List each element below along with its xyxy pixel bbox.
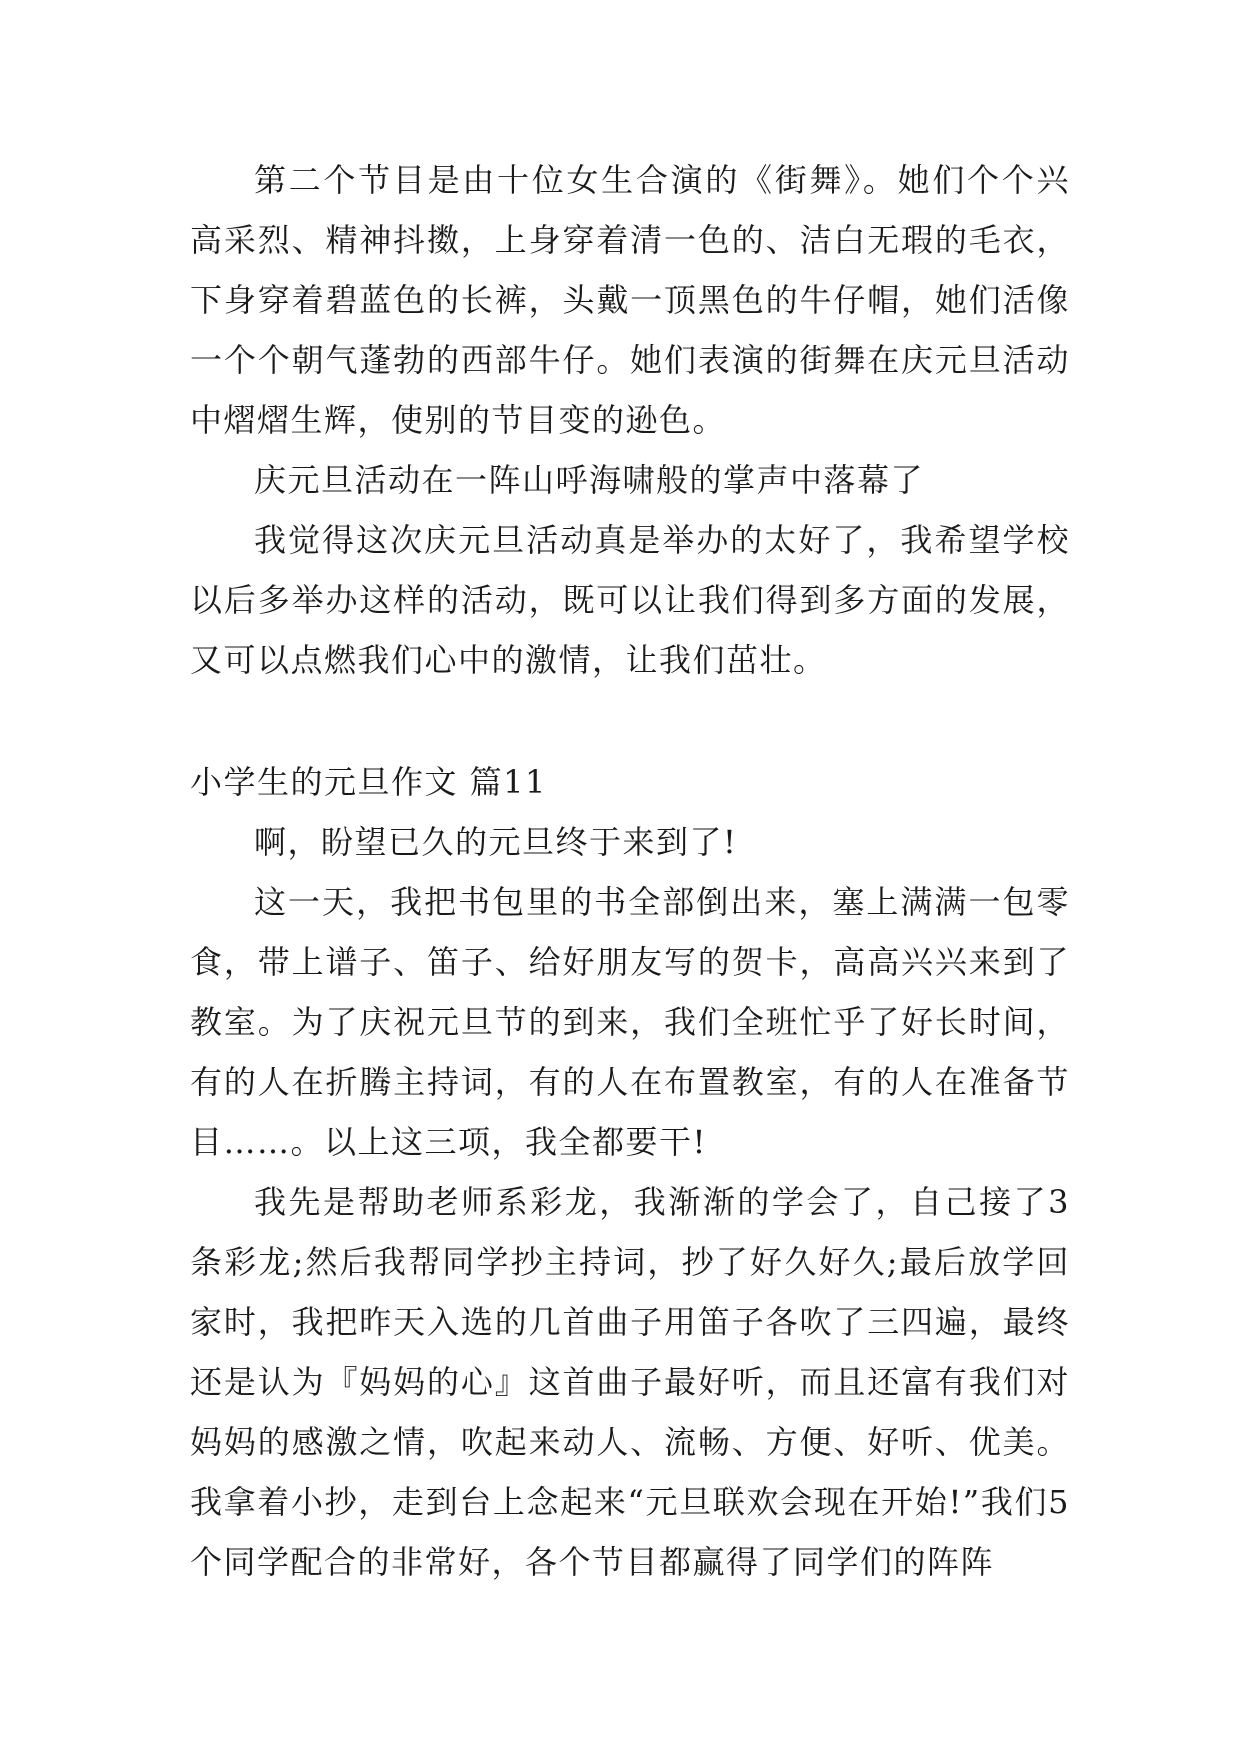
paragraph: 这一天，我把书包里的书全部倒出来，塞上满满一包零食，带上谱子、笛子、给好朋友写的贺卡，高高兴兴来到了教室。为了庆祝元旦节的到来，我们全班忙乎了好长时间，有的人在折腾主持词，有的人在布置教室，有的人在准备节目……。以上这三项，我全都要干! (190, 883, 1070, 1161)
section-heading: 小学生的元旦作文 篇11 (190, 763, 547, 801)
paragraph: 我先是帮助老师系彩龙，我渐渐的学会了，自己接了3条彩龙;然后我帮同学抄主持词，抄了好久好久;最后放学回家时，我把昨天入选的几首曲子用笛子各吹了三四遍，最终还是认为『妈妈的心』这首曲子最好听，而且还富有我们对妈妈的感激之情，吹起来动人、流畅、方便、好听、优美。我拿着小抄，走到台上念起来“元旦联欢会现在开始!”我们5个同学配合的非常好，各个节目都赢得了同学们的阵阵 (190, 1183, 1070, 1581)
document-page (190, 150, 1070, 1592)
paragraph: 啊，盼望已久的元旦终于来到了! (254, 823, 738, 861)
paragraph: 我觉得这次庆元旦活动真是举办的太好了，我希望学校以后多举办这样的活动，既可以让我们得到多方面的发展，又可以点燃我们心中的激情，让我们茁壮。 (190, 521, 1070, 679)
paragraph: 庆元旦活动在一阵山呼海啸般的掌声中落幕了 (254, 461, 925, 499)
paragraph: 第二个节目是由十位女生合演的《街舞》。她们个个兴高采烈、精神抖擞，上身穿着清一色的、洁白无瑕的毛衣，下身穿着碧蓝色的长裤，头戴一顶黑色的牛仔帽，她们活像一个个朝气蓬勃的西部牛仔。她们表演的街舞在庆元旦活动中熠熠生辉，使别的节目变的逊色。 (190, 161, 1070, 439)
